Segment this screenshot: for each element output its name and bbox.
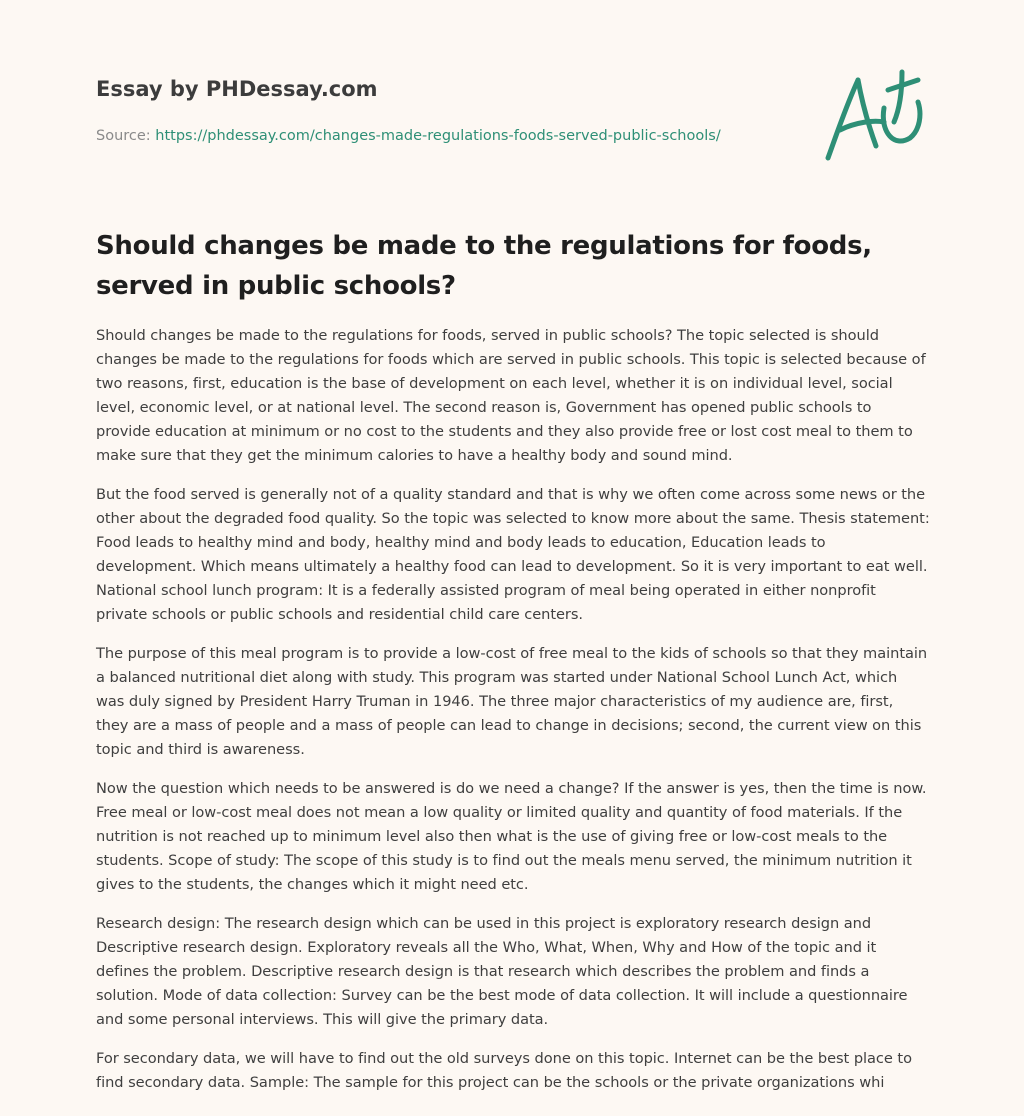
- brand-title: Essay by PHDessay.com: [96, 77, 378, 101]
- essay-paragraph: Should changes be made to the regulations for foods, served in public schools? The topic selected is should changes be made to the regulations for foods which are served in public schools. This topic is selected because of two reasons, first, education is the base of development on each level, whether it is on individual level, social level, economic level, or at national level. The second reason is, Government has opened public schools to provide education at minimum or no cost to the students and they also provide free or lost cost meal to them to make sure that they get the minimum calories to have a healthy body and sound mind.: [96, 327, 926, 464]
- essay-title: Should changes be made to the regulations for foods, served in public schools?: [96, 231, 872, 301]
- essay-body: [96, 324, 930, 1110]
- page-header: [96, 74, 796, 146]
- source-link[interactable]: https://phdessay.com/changes-made-regulations-foods-served-public-schools/: [155, 128, 721, 144]
- essay-paragraph: Now the question which needs to be answered is do we need a change? If the answer is yes, then the time is now. Free meal or low-cost meal does not mean a low quality or limited quality and quantity of food materials. If the nutrition is not reached up to minimum level also then what is the use of giving free or low-cost meals to the students. Scope of study: The scope of this study is to find out the meals menu served, the minimum nutrition it gives to the students, the changes which it might need etc.: [96, 780, 927, 893]
- source-line: [96, 126, 796, 146]
- a-plus-logo: [822, 66, 928, 164]
- essay-paragraph: For secondary data, we will have to find out the old surveys done on this topic. Internet can be the best place to find secondary data. Sample: The sample for this project can be the schools or the private organizations whi: [96, 1050, 912, 1091]
- essay-paragraph: The purpose of this meal program is to provide a low-cost of free meal to the kids of schools so that they maintain a balanced nutritional diet along with study. This program was started under National School Lunch Act, which was duly signed by President Harry Truman in 1946. The three major characteristics of my audience are, first, they are a mass of people and a mass of people can lead to change in decisions; second, the current view on this topic and third is awareness.: [96, 645, 928, 758]
- source-label: Source:: [96, 128, 151, 144]
- essay-paragraph: But the food served is generally not of a quality standard and that is why we often come across some news or the other about the degraded food quality. So the topic was selected to know more about the same. Thesis statement: Food leads to healthy mind and body, healthy mind and body leads to education, Education leads to development. Which means ultimately a healthy food can lead to development. So it is very important to eat well. National school lunch program: It is a federally assisted program of meal being operated in either nonprofit private schools or public schools and residential child care centers.: [96, 486, 930, 623]
- essay-paragraph: Research design: The research design which can be used in this project is exploratory research design and Descriptive research design. Exploratory reveals all the Who, What, When, Why and How of the topic and it defines the problem. Descriptive research design is that research which describes the problem and finds a solution. Mode of data collection: Survey can be the best mode of data collection. It will include a questionnaire and some personal interviews. This will give the primary data.: [96, 915, 908, 1028]
